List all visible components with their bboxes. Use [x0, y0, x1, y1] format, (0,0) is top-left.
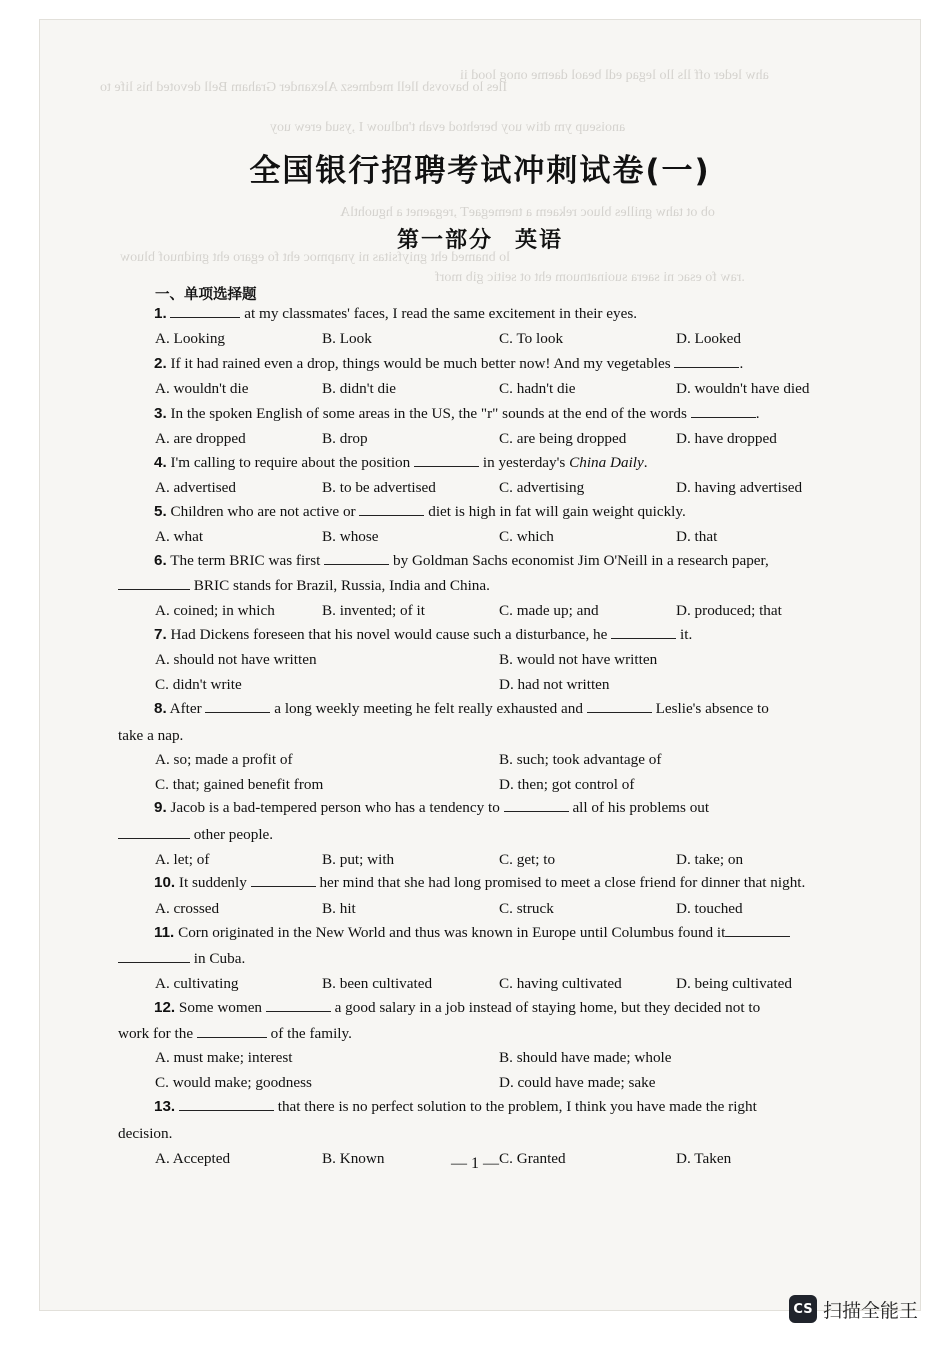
question-number: 9.	[154, 799, 167, 816]
stem-text: by Goldman Sachs economist Jim O'Neill in a research paper,	[389, 552, 769, 569]
question-stem	[154, 355, 743, 373]
answer-option-a[interactable]: A. advertised	[155, 479, 236, 496]
stem-text: work for the	[118, 1025, 197, 1042]
answer-option-d[interactable]: D. having advertised	[676, 479, 803, 496]
answer-option-b[interactable]: B. would not have written	[499, 651, 658, 668]
answer-option-a[interactable]: A. what	[155, 528, 204, 545]
stem-text: it.	[676, 626, 693, 643]
answer-option-c[interactable]: C. Granted	[499, 1150, 566, 1167]
answer-option-d[interactable]: D. take; on	[676, 851, 744, 868]
answer-option-b[interactable]: B. drop	[322, 430, 368, 447]
stem-text: in Cuba.	[190, 950, 246, 967]
section-heading: 一、单项选择题	[155, 287, 257, 303]
show-through-text: ob ot tahw gnilles bluoc rekaem a tnemegaeT ,regaenet a hguohtlA	[340, 205, 715, 220]
answer-option-a[interactable]: A. Looking	[155, 330, 226, 347]
stem-text: Leslie's absence to	[651, 700, 769, 717]
question-stem	[154, 405, 760, 423]
answer-option-a[interactable]: A. coined; in which	[155, 602, 275, 619]
answer-option-c[interactable]: C. To look	[499, 330, 564, 347]
answer-option-b[interactable]: B. such; took advantage of	[499, 751, 662, 768]
answer-blank[interactable]	[197, 1025, 267, 1038]
stem-text: that there is no perfect solution to the problem, I think you have made the right	[273, 1098, 757, 1115]
answer-option-c[interactable]: C. having cultivated	[499, 975, 622, 992]
answer-option-a[interactable]: A. should not have written	[155, 651, 317, 668]
answer-option-b[interactable]: B. whose	[322, 528, 379, 545]
part-subject: 英语	[515, 228, 564, 253]
answer-option-b[interactable]: B. Look	[322, 330, 372, 347]
answer-option-b[interactable]: B. been cultivated	[322, 975, 433, 992]
question-stem-continued	[118, 950, 245, 968]
answer-blank[interactable]	[504, 799, 569, 812]
answer-option-a[interactable]: A. let; of	[155, 851, 210, 868]
answer-option-d[interactable]: D. touched	[676, 900, 743, 917]
answer-option-c[interactable]: C. made up; and	[499, 602, 599, 619]
answer-blank[interactable]	[179, 1098, 274, 1111]
answer-option-d[interactable]: D. have dropped	[676, 430, 777, 447]
stem-text: a good salary in a job instead of staying home, but they decided not to	[330, 999, 761, 1016]
show-through-text: lo bnamed eht gniyfsitas ni ynapmoc eht fo egaro eht gnidnuof bluow	[120, 250, 510, 265]
answer-option-b[interactable]: B. invented; of it	[322, 602, 425, 619]
answer-blank[interactable]	[251, 874, 316, 887]
question-stem	[154, 454, 648, 472]
answer-blank[interactable]	[118, 577, 190, 590]
stem-text: .	[755, 405, 760, 422]
answer-option-d[interactable]: D. that	[676, 528, 718, 545]
answer-blank[interactable]	[266, 999, 331, 1012]
stem-text: take a nap.	[118, 727, 184, 744]
answer-option-d[interactable]: D. wouldn't have died	[676, 380, 810, 397]
answer-option-a[interactable]: A. so; made a profit of	[155, 751, 293, 768]
stem-text: In the spoken English of some areas in the US, the "r" sounds at the end of the words	[170, 405, 691, 422]
question-stem-continued	[118, 577, 490, 595]
answer-blank[interactable]	[587, 700, 652, 713]
stem-text: her mind that she had long promised to meet a close friend for dinner that night.	[315, 874, 806, 891]
stem-text: other people.	[190, 826, 274, 843]
question-number: 2.	[154, 355, 167, 372]
answer-option-d[interactable]: D. could have made; sake	[499, 1074, 656, 1091]
answer-option-a[interactable]: A. cultivating	[155, 975, 239, 992]
answer-option-d[interactable]: D. being cultivated	[676, 975, 792, 992]
question-stem	[154, 924, 790, 942]
answer-option-d[interactable]: D. produced; that	[676, 602, 782, 619]
answer-option-c[interactable]: C. advertising	[499, 479, 585, 496]
cs-logo-icon: CS	[789, 1295, 817, 1323]
stem-text: If it had rained even a drop, things would be much better now! And my vegetables	[170, 355, 675, 372]
question-stem-continued	[118, 1025, 352, 1043]
stem-text: of the family.	[266, 1025, 352, 1042]
answer-option-b[interactable]: B. Known	[322, 1150, 385, 1167]
question-number: 13.	[154, 1098, 176, 1115]
question-number: 8.	[154, 700, 167, 717]
question-stem	[154, 552, 769, 570]
answer-option-c[interactable]: C. didn't write	[155, 676, 242, 693]
stem-text: After	[169, 700, 206, 717]
question-number: 4.	[154, 454, 167, 471]
answer-option-a[interactable]: A. Accepted	[155, 1150, 231, 1167]
stem-text: at my classmates' faces, I read the same excitement in their eyes.	[240, 305, 638, 322]
stem-text: .	[643, 454, 648, 471]
stem-text: Corn originated in the New World and thus was known in Europe until Columbus found it	[178, 924, 726, 941]
answer-option-c[interactable]: C. are being dropped	[499, 430, 627, 447]
answer-blank[interactable]	[611, 626, 676, 639]
answer-blank[interactable]	[414, 454, 479, 467]
question-stem	[154, 874, 805, 892]
show-through-text: anoiseup ym dtiw uoy berehtod evah t'ndluow I ,ysud erew uoy	[270, 120, 626, 135]
answer-option-b[interactable]: B. didn't die	[322, 380, 397, 397]
stem-text: Jacob is a bad-tempered person who has a tendency to	[170, 799, 504, 816]
answer-option-d[interactable]: D. then; got control of	[499, 776, 635, 793]
scanner-brand-text: 扫描全能王	[823, 1299, 919, 1322]
part-label: 第一部分	[396, 228, 493, 253]
show-through-text: ahw leder off lls llo legaq edl beaol daeme onog lood ii	[460, 68, 769, 83]
page-number: — 1 —	[451, 1155, 499, 1172]
stem-text: Had Dickens foreseen that his novel would cause such a disturbance, he	[170, 626, 612, 643]
question-number: 10.	[154, 874, 176, 891]
question-number: 6.	[154, 552, 167, 569]
part-heading	[40, 223, 920, 254]
answer-blank[interactable]	[118, 826, 190, 839]
scanner-watermark	[789, 1295, 918, 1323]
stem-text: I'm calling to require about the position	[170, 454, 415, 471]
answer-option-d[interactable]: D. had not written	[499, 676, 610, 693]
answer-option-c[interactable]: C. which	[499, 528, 554, 545]
answer-blank[interactable]	[674, 355, 739, 368]
show-through-text: .raw fo esac ni saera suoinatnuom eht ot seitic gib morf	[435, 270, 745, 285]
answer-option-c[interactable]: C. would make; goodness	[155, 1074, 312, 1091]
question-stem-continued	[118, 727, 183, 745]
stem-italic: China Daily	[569, 454, 644, 471]
stem-text: BRIC stands for Brazil, Russia, India and China.	[190, 577, 490, 594]
question-stem	[154, 700, 769, 718]
question-number: 5.	[154, 503, 167, 520]
answer-option-c[interactable]: C. get; to	[499, 851, 556, 868]
answer-option-a[interactable]: A. are dropped	[155, 430, 246, 447]
question-number: 3.	[154, 405, 167, 422]
answer-option-b[interactable]: B. hit	[322, 900, 356, 917]
answer-blank[interactable]	[691, 405, 756, 418]
answer-option-c[interactable]: C. that; gained benefit from	[155, 776, 324, 793]
question-stem	[154, 626, 692, 644]
question-stem	[154, 1098, 757, 1116]
question-stem-continued	[118, 1125, 172, 1143]
answer-option-b[interactable]: B. should have made; whole	[499, 1049, 672, 1066]
show-through-text: Iles lo bavovsb llell medmesz Alexander Graham Bell devoted his life to	[100, 80, 508, 95]
stem-text: diet is high in fat will gain weight quickly.	[424, 503, 686, 520]
stem-text: Some women	[178, 999, 266, 1016]
question-number: 1.	[154, 305, 167, 322]
question-stem	[154, 503, 686, 521]
question-stem-continued	[118, 826, 273, 844]
answer-option-c[interactable]: C. struck	[499, 900, 554, 917]
answer-option-a[interactable]: A. crossed	[155, 900, 220, 917]
stem-text: The term BRIC was first	[170, 552, 325, 569]
stem-text: in yesterday's	[479, 454, 570, 471]
question-number: 11.	[154, 924, 175, 941]
answer-blank[interactable]	[359, 503, 424, 516]
answer-option-a[interactable]: A. must make; interest	[155, 1049, 293, 1066]
exam-title: 全国银行招聘考试冲刺试卷(一)	[249, 153, 711, 189]
answer-option-b[interactable]: B. to be advertised	[322, 479, 436, 496]
stem-text: all of his problems out	[568, 799, 710, 816]
stem-text: .	[739, 355, 744, 372]
answer-blank[interactable]	[118, 950, 190, 963]
question-stem	[154, 305, 637, 323]
answer-blank[interactable]	[205, 700, 270, 713]
answer-blank[interactable]	[170, 305, 240, 318]
question-number: 12.	[154, 999, 176, 1016]
answer-option-d[interactable]: D. Looked	[676, 330, 741, 347]
answer-blank[interactable]	[725, 924, 790, 937]
stem-text: Children who are not active or	[170, 503, 360, 520]
question-number: 7.	[154, 626, 167, 643]
answer-option-d[interactable]: D. Taken	[676, 1150, 732, 1167]
answer-option-c[interactable]: C. hadn't die	[499, 380, 576, 397]
answer-option-a[interactable]: A. wouldn't die	[155, 380, 249, 397]
stem-text: a long weekly meeting he felt really exhausted and	[270, 700, 587, 717]
answer-blank[interactable]	[324, 552, 389, 565]
stem-text: decision.	[118, 1125, 173, 1142]
answer-option-b[interactable]: B. put; with	[322, 851, 395, 868]
question-stem	[154, 999, 760, 1017]
stem-text: It suddenly	[178, 874, 251, 891]
question-stem	[154, 799, 709, 817]
